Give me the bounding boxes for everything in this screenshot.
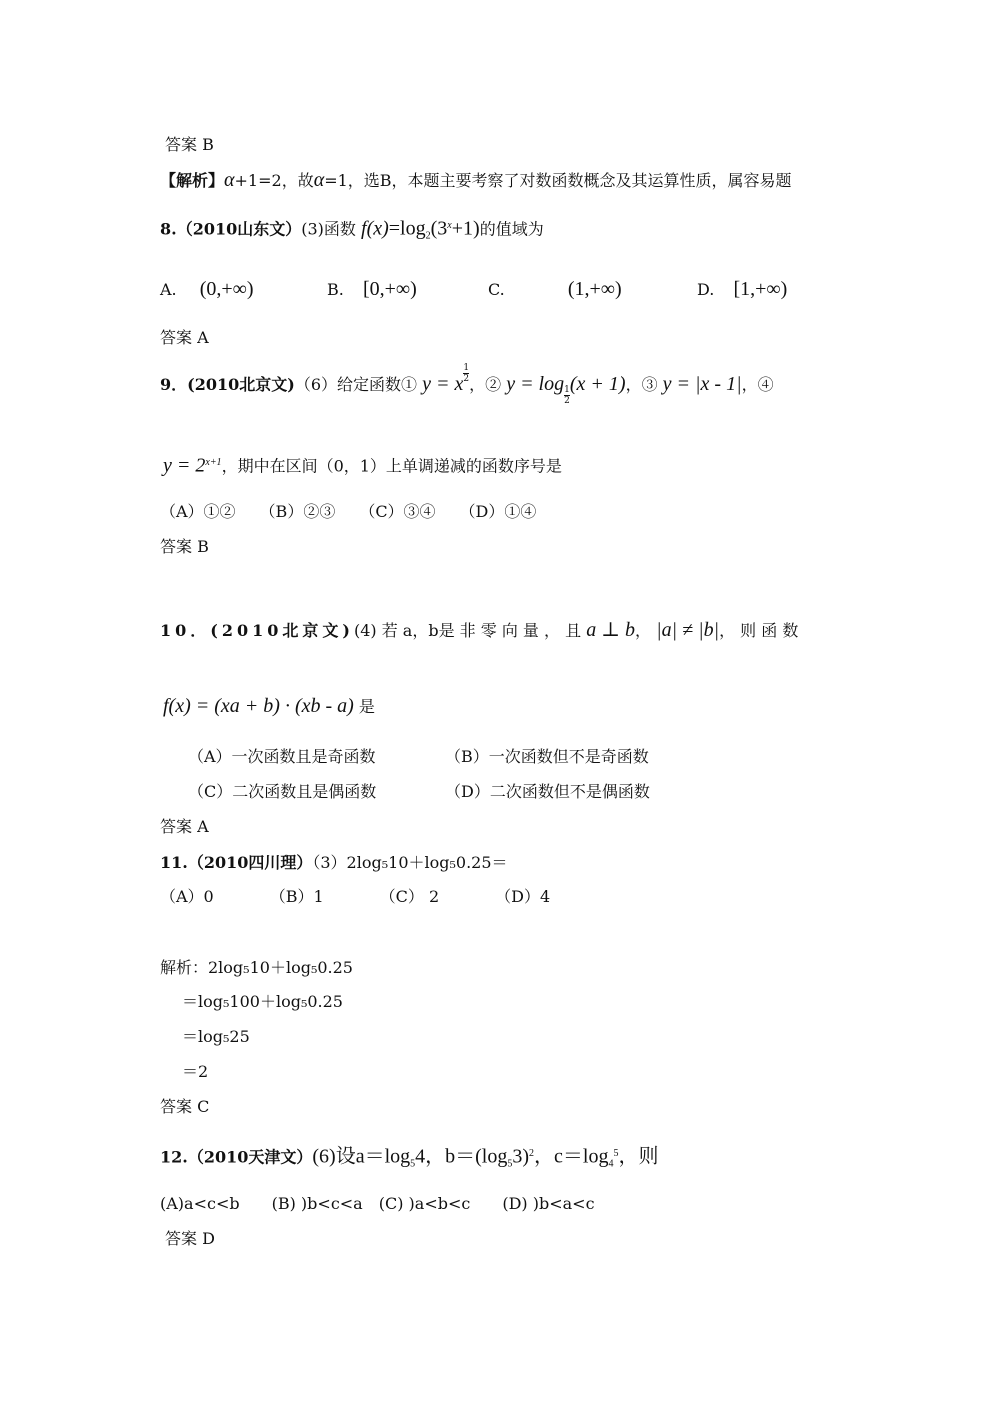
option-value: (0,+∞) <box>199 278 254 300</box>
q8-arg-close: +1) <box>451 217 480 240</box>
q9-f2-arg: (x + 1) <box>569 373 626 395</box>
q10-perp: a ⊥ b <box>586 619 635 641</box>
q9-options: （A）①② （B）②③ （C）③④ （D）①④ <box>160 502 537 521</box>
q9-line2-text: ，期中在区间（0，1）上单调递减的函数序号是 <box>221 456 562 476</box>
q11-solution-1: 解析：2log₅10＋log₅0.25 <box>160 958 353 977</box>
q9-f1: y = x <box>422 373 464 395</box>
frac-den: 2 <box>463 374 470 384</box>
option-value: [0,+∞) <box>362 278 417 300</box>
q10-number: 10．(2010北京文) <box>160 621 354 640</box>
q9-f3: y = |x - 1| <box>662 373 742 395</box>
q10-text-b: ， 则 函 数 <box>719 621 799 640</box>
q12-answer: 答案 D <box>165 1229 215 1248</box>
option-label: C. <box>488 280 505 299</box>
frac-num: 1 <box>463 363 470 373</box>
q9-f2: y = log <box>506 373 565 395</box>
q8-option-d <box>697 278 787 301</box>
q10-func-suffix: 是 <box>358 697 375 716</box>
option-value: [1,+∞) <box>733 278 788 300</box>
q11-number: 11.（2010四川理） <box>160 853 313 872</box>
q12-number: 12.（2010天津文） <box>160 1147 313 1167</box>
frac-den: 2 <box>564 396 570 406</box>
q8-number: 8.（2010山东文） <box>160 219 302 239</box>
q9-sep3: ，③ <box>625 375 658 394</box>
q9-line-2 <box>163 452 562 477</box>
q12-a-arg: 4，b＝(log <box>415 1145 508 1168</box>
q9-f4: y = 2 <box>163 454 206 477</box>
q11-answer: 答案 C <box>160 1097 210 1116</box>
q10-answer: 答案 A <box>160 817 209 836</box>
q12-c-base: 4 <box>608 1158 614 1170</box>
q8-base: 2 <box>425 230 431 242</box>
q11-options: （A）0 （B）1 （C） 2 （D）4 <box>160 887 551 906</box>
q10-sep: ， <box>635 621 652 640</box>
frac-num: 1 <box>564 385 570 395</box>
q8-func: f(x) <box>361 217 389 240</box>
option-value: (1,+∞) <box>567 278 622 300</box>
q11-solution-4: ＝2 <box>182 1062 209 1081</box>
q8-suffix: 的值域为 <box>479 219 544 239</box>
q11-text: （3）2log₅10＋log₅0.25＝ <box>312 853 508 872</box>
analysis-part-2: =1，选B，本题主要考察了对数函数概念及其运算性质，属容易题 <box>324 171 792 190</box>
q12-c-text: ，c＝log <box>534 1145 609 1168</box>
q9-sep2: ，② <box>469 375 502 394</box>
q9-answer: 答案 B <box>160 537 209 556</box>
option-label: D. <box>697 280 715 299</box>
q12-options: (A)a<c<b (B) )b<c<a (C) )a<b<c (D) )b<a<c <box>160 1194 595 1213</box>
q12-a-base: 5 <box>410 1158 416 1170</box>
q12-question <box>160 1143 658 1176</box>
q12-b-arg: 3) <box>512 1145 530 1168</box>
q9-number: 9．(2010北京文) <box>160 375 295 394</box>
q11-question <box>160 852 508 874</box>
q8-arg-open: (3 <box>430 217 448 240</box>
q8-question <box>160 215 544 248</box>
option-label: A. <box>160 280 177 299</box>
q12-suffix: ，则 <box>618 1145 659 1168</box>
q10-option-b: （B）一次函数但不是奇函数 <box>445 747 649 766</box>
analysis-label: 【解析】 <box>160 171 225 190</box>
q12-b-exp: 2 <box>529 1148 535 1159</box>
q10-question <box>160 619 798 642</box>
q12-c-exp: 5 <box>613 1148 619 1159</box>
q8-exp: x <box>447 220 452 231</box>
q10-text-a: (4) 若 a，b是 非 零 向 量 ， 且 <box>353 621 582 640</box>
q10-func: f(x) = (xa + b) · (xb - a) <box>163 695 354 717</box>
q8-prefix: (3)函数 <box>301 219 356 239</box>
q11-solution-3: ＝log₅25 <box>182 1027 250 1046</box>
q9-f4-exp: x+1 <box>205 457 222 468</box>
alpha-symbol: α <box>313 169 325 191</box>
q8-option-b <box>327 278 417 301</box>
q8-option-c <box>488 278 622 301</box>
option-label: B. <box>327 280 344 299</box>
q12-b-base: 5 <box>507 1158 513 1170</box>
q11-solution-2: ＝log₅100＋log₅0.25 <box>182 992 343 1011</box>
q9-question <box>160 363 774 406</box>
q8-option-a <box>160 278 254 301</box>
q10-function <box>163 695 375 718</box>
q9-f1-frac <box>463 363 469 384</box>
q10-option-a: （A）一次函数且是奇函数 <box>188 747 376 766</box>
q9-prefix: （6）给定函数① <box>294 375 417 394</box>
q9-sep4: ，④ <box>741 375 774 394</box>
q9-f2-frac <box>564 385 570 406</box>
q7-answer: 答案 B <box>165 135 214 154</box>
q8-eq: =log <box>388 217 426 240</box>
q7-analysis <box>160 169 792 192</box>
q8-answer: 答案 A <box>160 328 209 347</box>
q10-neq: |a| ≠ |b| <box>656 619 720 641</box>
q10-option-d: （D）二次函数但不是偶函数 <box>445 782 650 801</box>
alpha-symbol: α <box>224 169 235 191</box>
analysis-part-1: +1=2，故 <box>234 171 314 190</box>
q12-prefix: (6)设a＝log <box>312 1145 411 1168</box>
q10-option-c: （C）二次函数且是偶函数 <box>188 782 377 801</box>
